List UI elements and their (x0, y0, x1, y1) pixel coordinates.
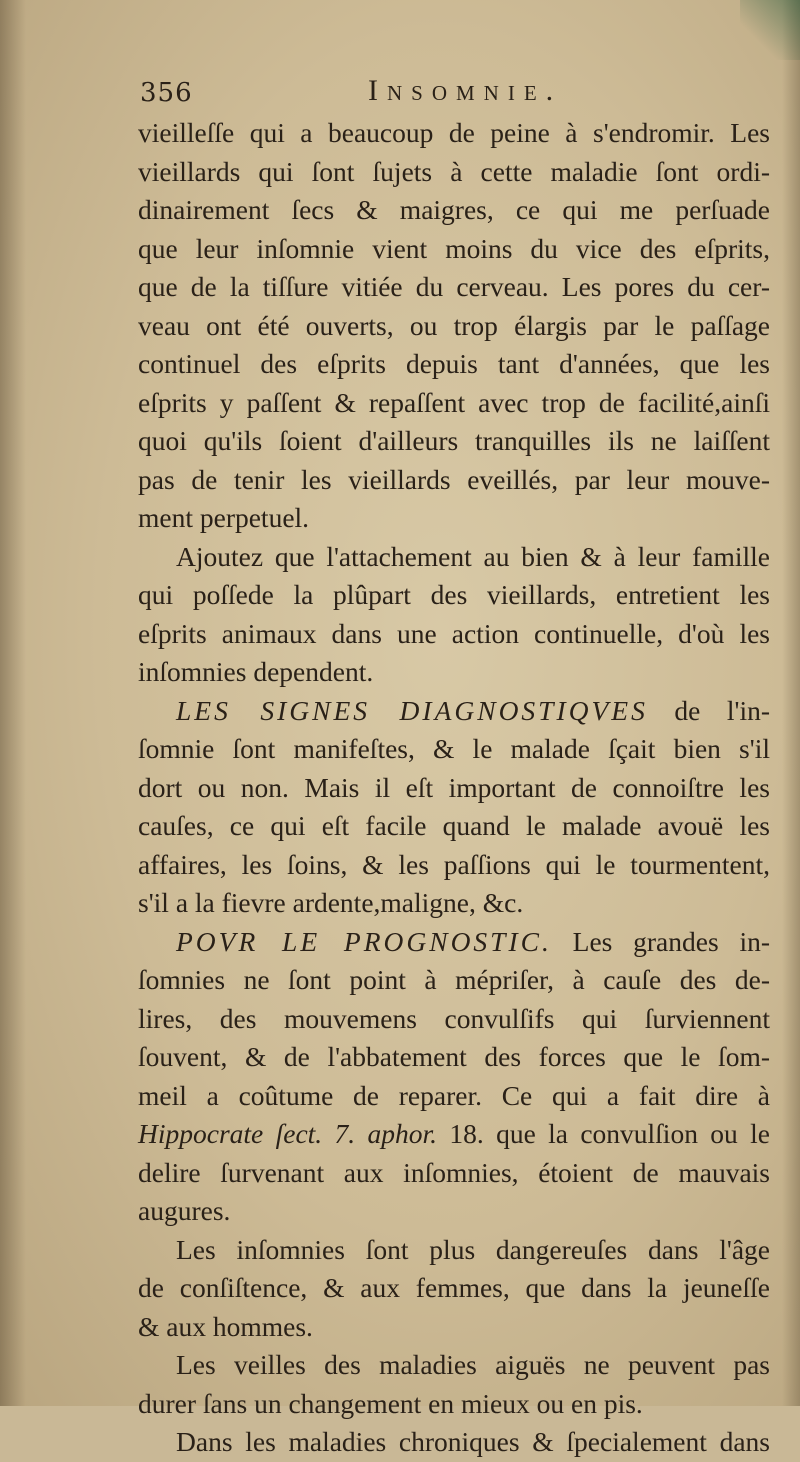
text-line: augures. (138, 1195, 231, 1226)
text-line: quoi qu'ils ſoient d'ailleurs tranquilles ils ne laiſſent (138, 425, 770, 456)
text-line: Dans les maladies chroniques & ſpecialement dans (176, 1426, 770, 1457)
page-header (140, 72, 770, 112)
corner-stain (740, 0, 800, 60)
text-line: Hippocrate ſect. 7. aphor. 18. que la convulſion ou le (138, 1118, 770, 1149)
text-line: vieilleſſe qui a beaucoup de peine à s'endromir. Les (138, 117, 770, 148)
text-line: cauſes, ce qui eſt facile quand le malade avouë les (138, 810, 770, 841)
running-title: Insomnie. (368, 74, 563, 107)
page-edge-shadow (782, 0, 800, 1406)
text-line: affaires, les ſoins, & les paſſions qui le tourmentent, (138, 848, 770, 880)
text-line: & aux hommes. (138, 1310, 313, 1342)
text-line: POVR LE PROGNOSTIC. Les grandes in- (176, 925, 770, 957)
text-line: vieillards qui ſont ſujets à cette maladie ſont ordi- (138, 155, 770, 187)
text-line: Ajoutez que l'attachement au bien & à leur famille (176, 540, 770, 572)
text-line: durer ſans un changement en mieux ou en pis. (138, 1387, 643, 1419)
text-line: s'il a la fievre ardente,maligne, &c. (138, 887, 524, 918)
text-line: ſouvent, & de l'abbatement des forces que le ſom- (138, 1041, 770, 1072)
text-line: dinairement ſecs & maigres, ce qui me perſuade (138, 194, 770, 225)
text-line: LES SIGNES DIAGNOSTIQVES de l'in- (176, 694, 770, 726)
page-number: 356 (140, 78, 193, 108)
text-line: Les inſomnies ſont plus dangereuſes dans l'âge (176, 1233, 770, 1265)
text-line: que de la tiſſure vitiée du cerveau. Les pores du cer- (138, 271, 770, 302)
text-line: lires, des mouvemens convulſifs qui ſurviennent (138, 1002, 770, 1034)
text-line: ſomnie ſont manifeſtes, & le malade ſçait bien s'il (138, 733, 770, 764)
text-line: de conſiſtence, & aux femmes, que dans la jeuneſſe (138, 1272, 770, 1303)
text-line: eſprits animaux dans une action continuelle, d'où les (138, 617, 770, 649)
spine-shadow (0, 0, 26, 1406)
text-line: delire ſurvenant aux inſomnies, étoient de mauvais (138, 1156, 770, 1188)
text-line: Les veilles des maladies aiguës ne peuvent pas (176, 1349, 770, 1380)
text-line: eſprits y paſſent & repaſſent avec trop de facilité,ainſi (138, 386, 770, 418)
section-heading-diagnostic: LES SIGNES DIAGNOSTIQVES (176, 694, 648, 726)
text-line: ſomnies ne ſont point à mépriſer, à cauſe des de- (138, 964, 770, 995)
text-line: que leur inſomnie vient moins du vice des eſprits, (138, 232, 770, 264)
text-line: qui poſſede la plûpart des vieillards, entretient les (138, 579, 770, 610)
text-line: pas de tenir les vieillards eveillés, par leur mouve- (138, 463, 770, 495)
text-line: meil a coûtume de reparer. Ce qui a fait dire à (138, 1079, 770, 1111)
citation-hippocrate: Hippocrate ſect. 7. aphor. (138, 1118, 438, 1149)
text-line: dort ou non. Mais il eſt important de connoiſtre les (138, 771, 770, 803)
text-line: veau ont été ouverts, ou trop élargis par le paſſage (138, 309, 770, 341)
text-line: ment perpetuel. (138, 502, 310, 533)
text-line: inſomnies dependent. (138, 656, 374, 687)
text-line: continuel des eſprits depuis tant d'années, que les (138, 348, 770, 379)
section-heading-prognostic: POVR LE PROGNOSTIC. (176, 925, 552, 957)
body-text (138, 114, 770, 1462)
